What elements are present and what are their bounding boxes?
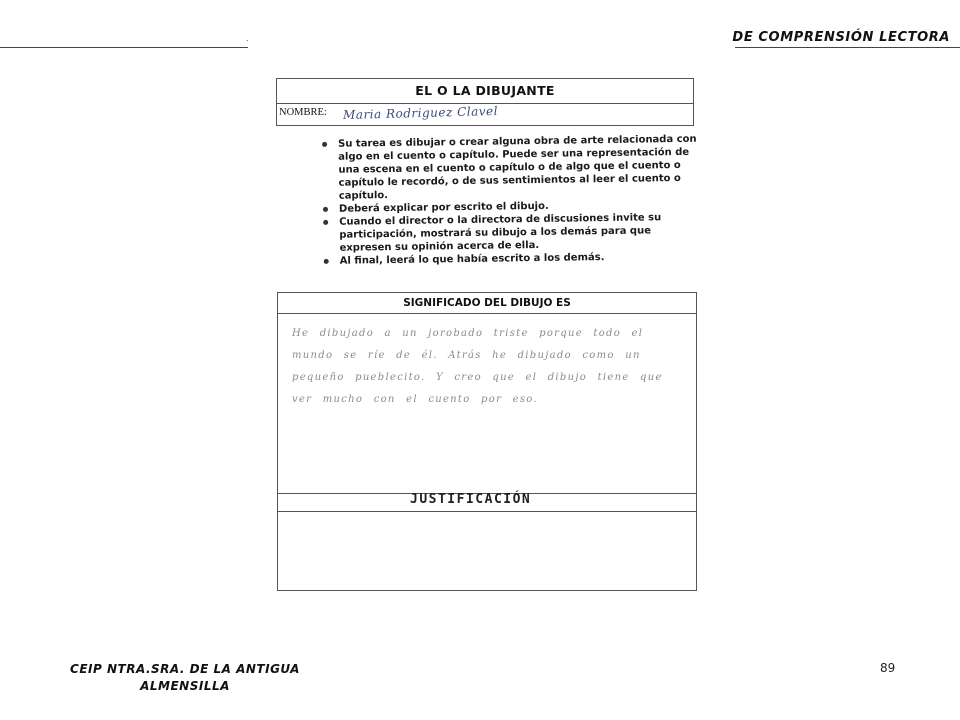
name-label: NOMBRE:: [279, 107, 327, 118]
justification-row: [278, 493, 696, 512]
instruction-item: Su tarea es dibujar o crear alguna obra de arte relacionada con algo en el cuento o capítulo. Puede ser una representación de una escena en el cuento o capítulo o de algo que el cuento o capítulo le recordó, o de sus sentimientos al leer el cuento o capítulo.: [320, 133, 701, 203]
meaning-box: [277, 292, 697, 591]
header-title: DE COMPRENSIÓN LECTORA: [732, 30, 950, 45]
instruction-item: Deberá explicar por escrito el dibujo.: [321, 198, 701, 216]
footer-school: [40, 661, 330, 695]
name-value-handwritten: Maria Rodriguez Clavel: [342, 103, 499, 123]
header-rule-right: [735, 47, 960, 48]
justification-label: JUSTIFICACIÓN: [410, 492, 532, 507]
instructions-list: [320, 133, 702, 268]
name-row: [277, 104, 693, 125]
worksheet-title: EL O LA DIBUJANTE: [277, 79, 693, 104]
page-number: 89: [880, 661, 896, 675]
meaning-handwritten-text: He dibujado a un jorobado triste porque todo el mundo se ríe de él. Atrás he dibujado como un pequeño pueblecito. Y creo que el dibujo tiene que ver mucho con el cuento por eso.: [292, 328, 663, 405]
worksheet-title-box: [276, 78, 694, 126]
header-mark: .: [246, 34, 249, 43]
instruction-item: Al final, leerá lo que había escrito a los demás.: [322, 250, 702, 268]
instruction-item: Cuando el director o la directora de discusiones invite su participación, mostrará su dibujo a los demás para que expresen su opinión acerca de ella.: [321, 211, 702, 255]
meaning-heading: SIGNIFICADO DEL DIBUJO ES: [278, 293, 696, 314]
scanned-worksheet: [270, 72, 710, 597]
header-rule-left: [0, 47, 248, 48]
footer-school-line1: CEIP NTRA.SRA. DE LA ANTIGUA: [70, 662, 300, 676]
footer-school-line2: ALMENSILLA: [140, 679, 230, 693]
